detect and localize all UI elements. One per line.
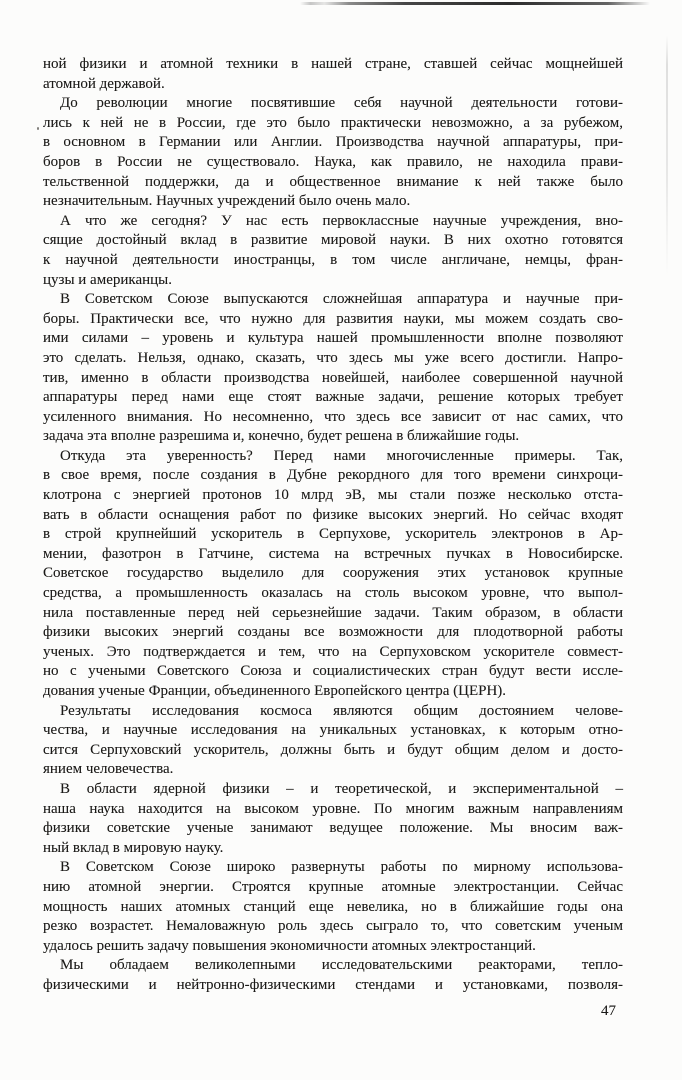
- text-line: задача эта вполне разрешима и, конечно, будет решена в ближайшие годы.: [43, 428, 520, 445]
- text-line: незначительным. Научных учреждений было очень мало.: [43, 193, 411, 210]
- text-line: сящие достойный вклад в развитие мировой науки. В них охотно готовятся: [43, 232, 623, 249]
- paragraph: [43, 290, 623, 447]
- text-line: в основном в Германии или Англии. Производства научной аппаратуры, при-: [43, 134, 623, 151]
- text-line: наша наука находится на высоком уровне. По многим важным направлениям: [43, 800, 623, 817]
- text-line: янием человечества.: [43, 761, 174, 778]
- scan-artifact-line: [300, 2, 650, 5]
- text-line: тельственной поддержки, да и общественное внимание к ней также было: [43, 173, 623, 190]
- text-line: резко возрастет. Немаловажную роль здесь сыграло то, что советским ученым: [43, 918, 623, 935]
- paragraph: [43, 858, 623, 956]
- page-text-block: [43, 55, 623, 996]
- text-line: в свое время, после создания в Дубне рекордного для того времени синхроци-: [43, 467, 623, 484]
- text-line: До революции многие посвятившие себя научной деятельности готови-: [60, 95, 623, 112]
- text-line: атомной державой.: [43, 75, 165, 92]
- paragraph: [43, 94, 623, 212]
- text-line: боров в России не существовало. Наука, как правило, не находила прави-: [43, 153, 623, 170]
- text-line: дования ученые Франции, объединенного Европейского центра (ЦЕРН).: [43, 683, 507, 699]
- text-line: мощность наших атомных станций еще невелика, но в ближайшие годы она: [43, 898, 623, 915]
- text-line: в строй крупнейший ускоритель в Серпухове, ускоритель электронов в Ар-: [43, 526, 623, 543]
- text-line: чества, и научные исследования на уникальных установках, к которым отно-: [43, 722, 623, 739]
- text-line: к научной деятельности иностранцы, в том числе англичане, немцы, фран-: [43, 251, 623, 268]
- text-line: физическими и нейтронно-физическими стендами и установками, позволя-: [43, 976, 623, 993]
- text-line: Откуда эта уверенность? Перед нами многочисленные примеры. Так,: [60, 447, 623, 464]
- text-line: ученых. Это подтверждается и тем, что на Серпуховском ускорителе совмест-: [43, 643, 623, 660]
- text-line: но с учеными Советского Союза и социалистических стран будут вести иссле-: [43, 663, 623, 680]
- paragraph: [43, 55, 623, 94]
- text-line: мении, фазотрон в Гатчине, система на встречных пучках в Новосибирске.: [43, 545, 623, 562]
- text-line: средства, а промышленность оказалась на столь высоком уровне, что выпол-: [43, 585, 623, 602]
- text-line: тив, именно в области производства новейшей, наиболее совершенной научной: [43, 369, 623, 386]
- text-line: ный вклад в мировую науку.: [43, 839, 224, 856]
- text-line: боры. Практически все, что нужно для развития науки, мы можем создать сво-: [43, 310, 623, 327]
- scan-speck: [37, 127, 39, 130]
- text-line: нию атомной энергии. Строятся крупные атомные электростанции. Сейчас: [43, 878, 623, 895]
- text-line: Результаты исследования космоса являются общим достоянием челове-: [60, 702, 623, 719]
- text-line: В области ядерной физики – и теоретической, и экспериментальной –: [60, 780, 623, 797]
- text-line: удалось решить задачу повышения экономичности атомных электростанций.: [43, 937, 536, 954]
- text-line: А что же сегодня? У нас есть первоклассные научные учреждения, вно-: [60, 212, 623, 229]
- text-line: Советское государство выделило для сооружения этих установок крупные: [43, 565, 623, 582]
- paragraph: [43, 212, 623, 290]
- text-line: усиленного внимания. Но несомненно, что здесь все зависит от нас самих, что: [43, 408, 623, 425]
- paragraph: [43, 956, 623, 995]
- text-line: клотрона с энергией протонов 10 млрд эВ, мы стали позже несколько отста-: [43, 487, 623, 504]
- text-line: ной физики и атомной техники в нашей стране, ставшей сейчас мощнейшей: [43, 56, 623, 72]
- text-line: физики высоких энергий созданы все возможности для плодотворной работы: [43, 624, 623, 641]
- text-line: В Советском Союзе выпускаются сложнейшая аппаратура и научные при-: [60, 291, 623, 308]
- text-line: это сделать. Нельзя, однако, сказать, что здесь мы уже всего достигли. Напро-: [43, 349, 623, 366]
- paragraph: [43, 702, 623, 780]
- text-line: Мы обладаем великолепными исследовательскими реакторами, тепло-: [60, 957, 623, 974]
- paragraph: [43, 447, 623, 702]
- text-line: лись к ней не в России, где это было практически невозможно, а за рубежом,: [43, 114, 623, 131]
- text-line: сится Серпуховский ускоритель, должны быть и будут общим делом и досто-: [43, 741, 623, 758]
- text-line: нила поставленные перед ней серьезнейшие задачи. Таким образом, в области: [43, 604, 623, 621]
- text-line: В Советском Союзе широко развернуты работы по мирному использова-: [60, 859, 623, 876]
- scan-edge-shadow: [666, 36, 668, 276]
- text-line: цузы и американцы.: [43, 271, 172, 288]
- text-line: ими силами – уровень и культура нашей промышленности вполне позволяют: [43, 330, 623, 347]
- text-line: физики советские ученые занимают ведущее положение. Мы вносим важ-: [43, 820, 623, 837]
- paragraph: [43, 780, 623, 858]
- text-line: аппаратуры перед нами еще стоят важные задачи, решение которых требует: [43, 389, 623, 406]
- text-line: вать в области оснащения работ по физике высоких энергий. Но сейчас входят: [43, 506, 623, 523]
- page-number: 47: [601, 1003, 616, 1019]
